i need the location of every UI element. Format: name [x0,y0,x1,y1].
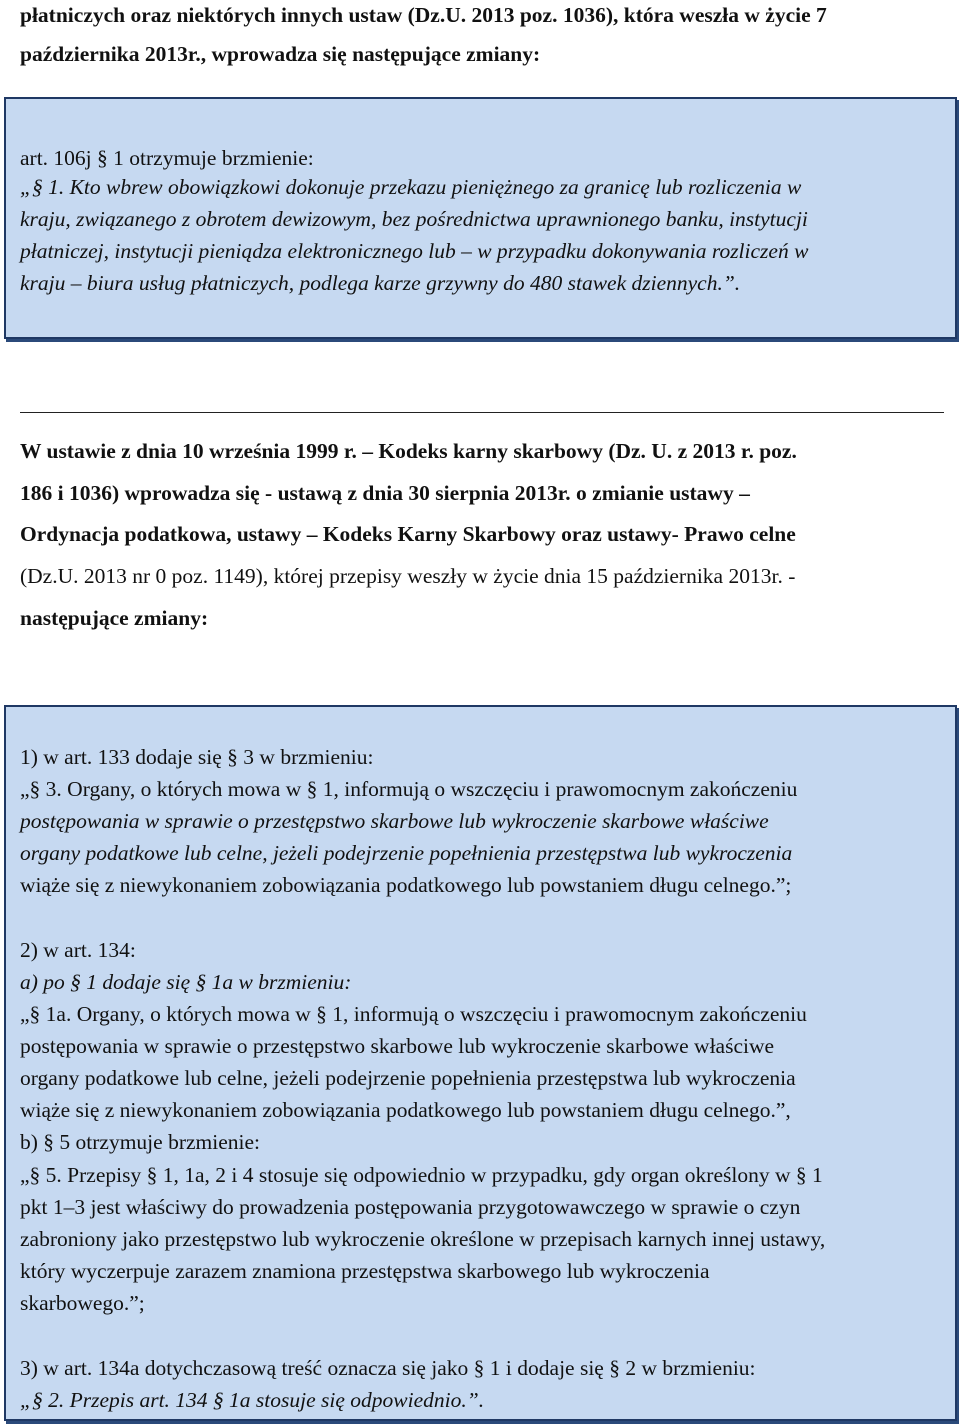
box2-line-13: b) § 5 otrzymuje brzmienie: [20,1130,261,1154]
box2-line-2: „§ 3. Organy, o których mowa w § 1, informują o wszczęciu i prawomocnym zakończeniu [20,777,798,801]
box2-line-7: 2) w art. 134: [20,938,136,962]
box2-line-10: postępowania w sprawie o przestępstwo skarbowe lub wykroczenie skarbowe właściwe [20,1034,775,1058]
box2-line-15: pkt 1–3 jest właściwy do prowadzenia postępowania przygotowawczego w sprawie o czyn [20,1195,801,1219]
section2-line-1: W ustawie z dnia 10 września 1999 r. – Kodeks karny skarbowy (Dz. U. z 2013 r. poz. [20,439,797,463]
box1-line-2: kraju, związanego z obrotem dewizowym, bez pośrednictwa uprawnionego banku, instytucji [20,207,808,231]
section2-line-2: 186 i 1036) wprowadza się - ustawą z dnia 30 sierpnia 2013r. o zmianie ustawy – [20,481,750,505]
box2-line-12: wiąże się z niewykonaniem zobowiązania podatkowego lub powstaniem długu celnego.”, [20,1098,791,1122]
box2-line-5: wiąże się z niewykonaniem zobowiązania podatkowego lub powstaniem długu celnego.”; [20,873,792,897]
box2-line-11: organy podatkowe lub celne, jeżeli podejrzenie popełnienia przestępstwa lub wykroczenia [20,1066,796,1090]
box2-line-18: skarbowego.”; [20,1291,145,1315]
box1-line-4: kraju – biura usług płatniczych, podlega karze grzywny do 480 stawek dziennych.”. [20,271,741,295]
box2-line-3: postępowania w sprawie o przestępstwo skarbowe lub wykroczenie skarbowe właściwe [20,809,769,833]
section-divider [20,412,944,413]
box2-line-1: 1) w art. 133 dodaje się § 3 w brzmieniu: [20,745,374,769]
section2-line-3: Ordynacja podatkowa, ustawy – Kodeks Karny Skarbowy oraz ustawy- Prawo celne [20,522,796,546]
box1-header: art. 106j § 1 otrzymuje brzmienie: [20,146,314,170]
intro-line-2: października 2013r., wprowadza się następujące zmiany: [20,42,541,66]
box2-line-16: zabroniony jako przestępstwo lub wykroczenie określone w przepisach karnych innej ustawy, [20,1227,826,1251]
section2-line-4: (Dz.U. 2013 nr 0 poz. 1149), której przepisy weszły w życie dnia 15 października 2013r. - [20,564,796,588]
box2-line-4: organy podatkowe lub celne, jeżeli podejrzenie popełnienia przestępstwa lub wykroczenia [20,841,793,865]
box2-line-9: „§ 1a. Organy, o których mowa w § 1, informują o wszczęciu i prawomocnym zakończeniu [20,1002,807,1026]
section2-line-5: następujące zmiany: [20,606,209,630]
box2-line-20: 3) w art. 134a dotychczasową treść oznacza się jako § 1 i dodaje się § 2 w brzmieniu: [20,1356,756,1380]
box2-line-8: a) po § 1 dodaje się § 1a w brzmieniu: [20,970,352,994]
box1-line-3: płatniczej, instytucji pieniądza elektronicznego lub – w przypadku dokonywania rozliczeń w [20,239,809,263]
box2-line-14: „§ 5. Przepisy § 1, 1a, 2 i 4 stosuje się odpowiednio w przypadku, gdy organ określony w § 1 [20,1163,823,1187]
box1-line-1: „§ 1. Kto wbrew obowiązkowi dokonuje przekazu pieniężnego za granicę lub rozliczenia w [20,175,802,199]
box2-line-17: który wyczerpuje zarazem znamiona przestępstwa skarbowego lub wykroczenia [20,1259,710,1283]
intro-line-1: płatniczych oraz niektórych innych ustaw (Dz.U. 2013 poz. 1036), która weszła w życie 7 [20,3,827,27]
box2-line-21: „§ 2. Przepis art. 134 § 1a stosuje się odpowiednio.”. [20,1388,485,1412]
